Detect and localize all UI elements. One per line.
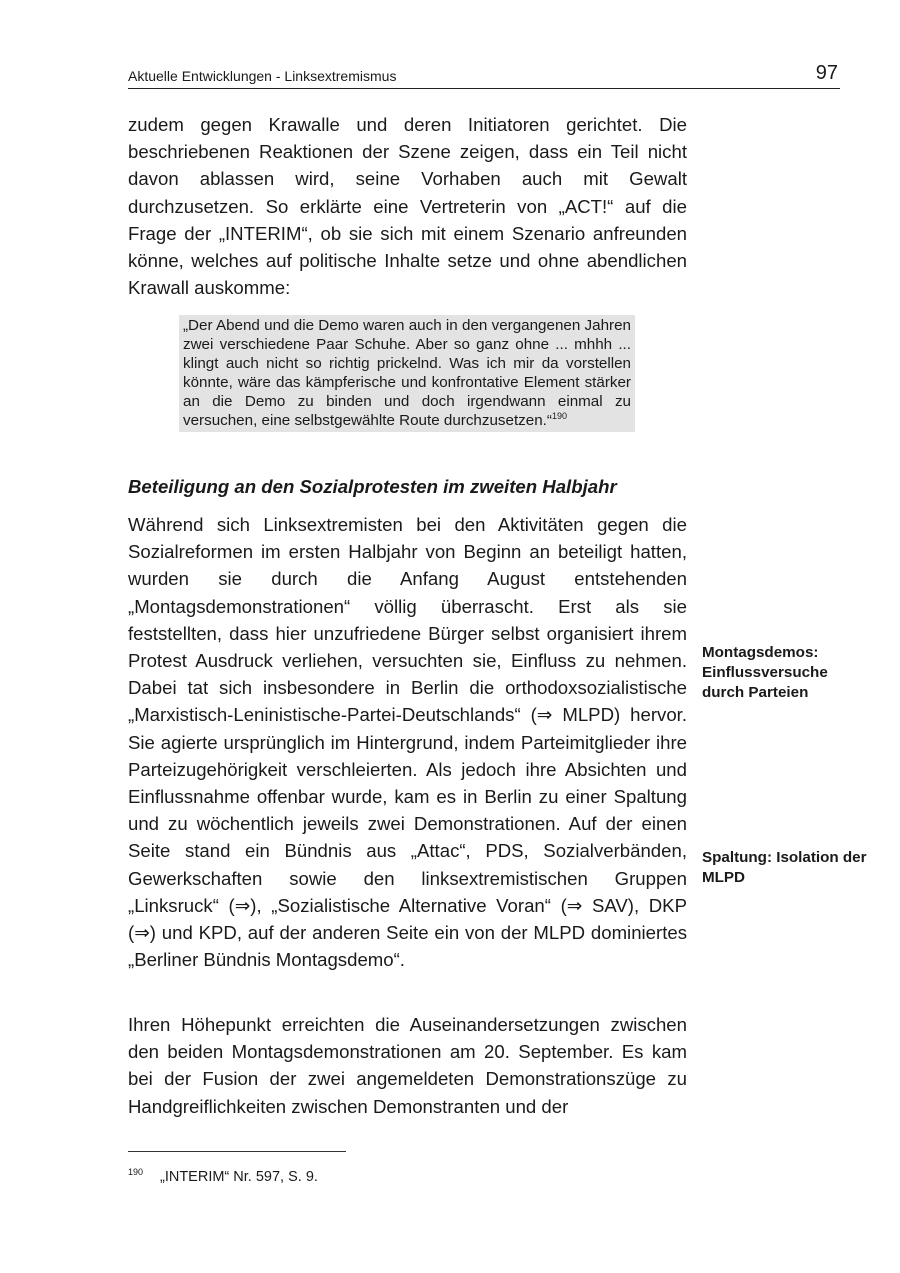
margin-note-spaltung: Spaltung: Isolation der MLPD xyxy=(702,849,867,886)
quote-footnote-ref: 190 xyxy=(551,410,567,421)
margin-note-montagsdemos: Montagsdemos: Einflussversuche durch Parteien xyxy=(702,644,828,701)
block-quote xyxy=(179,315,635,432)
page-header xyxy=(128,62,840,89)
footnote-text: „INTERIM“ Nr. 597, S. 9. xyxy=(160,1169,318,1185)
paragraph-hoehepunkt: Ihren Höhepunkt erreichten die Auseinandersetzungen zwischen den beiden Montagsdemonstrationen am 20. September. Es kam bei der Fusion der zwei angemeldeten Demonstrationszüge zu Handgreiflichkeiten zwischen Demonstranten und der xyxy=(128,1014,687,1117)
running-title: Aktuelle Entwicklungen - Linksextremismus xyxy=(128,68,397,84)
page-number: 97 xyxy=(815,62,838,84)
quote-text: „Der Abend und die Demo waren auch in den vergangenen Jahren zwei verschiedene Paar Schuhe. Aber so ganz ohne ... mhhh ... klingt auch nicht so richtig prickelnd. Was ich mir da vorstellen könnte, wäre das kämpferische und konfrontative Element stärker an die Demo zu binden und doch irgendwann einmal zu versuchen, eine selbstgewählte Route durchzusetzen.“ xyxy=(183,317,631,429)
paragraph-montagsdemos: Während sich Linksextremisten bei den Aktivitäten gegen die Sozialreformen im ersten Halbjahr von Beginn an beteiligt hatten, wurden sie durch die Anfang August entstehenden „Montagsdemonstrationen“ völlig überrascht. Erst als sie feststellten, dass hier unzufriedene Bürger selbst organisiert ihrem Protest Ausdruck verliehen, versuchten sie, Einfluss zu nehmen. Dabei tat sich insbesondere in Berlin die orthodoxsozialistische „Marxistisch-Leninistische-Partei-Deutschlands“ (⇒ MLPD) hervor. Sie agierte ursprünglich im Hintergrund, indem Parteimitglieder ihre Parteizugehörigkeit verschleierten. Als jedoch ihre Absichten und Einflussnahme offenbar wurde, kam es in Berlin zu einer Spaltung und zu wöchentlich jeweils zwei Demonstrationen. Auf der einen Seite stand ein Bündnis aus „Attac“, PDS, Sozialverbänden, Gewerkschaften sowie den linksextremistischen Gruppen „Linksruck“ (⇒), „Sozialistische Alternative Voran“ (⇒ SAV), DKP (⇒) und KPD, auf der anderen Seite ein von der MLPD dominiertes „Berliner Bündnis Montagsdemo“. xyxy=(128,514,687,971)
footnote-divider xyxy=(128,1151,346,1152)
footnote-number: 190 xyxy=(128,1167,144,1177)
section-heading: Beteiligung an den Sozialprotesten im zweiten Halbjahr xyxy=(128,476,617,497)
paragraph-intro: zudem gegen Krawalle und deren Initiatoren gerichtet. Die beschriebenen Reaktionen der Szene zeigen, dass ein Teil nicht davon ablassen wird, seine Vorhaben auch mit Gewalt durchzusetzen. So erklärte eine Vertreterin von „ACT!“ auf die Frage der „INTERIM“, ob sie sich mit einem Szenario anfreunden könne, welches auf politische Inhalte setze und ohne abendlichen Krawall auskomme: xyxy=(128,114,687,299)
